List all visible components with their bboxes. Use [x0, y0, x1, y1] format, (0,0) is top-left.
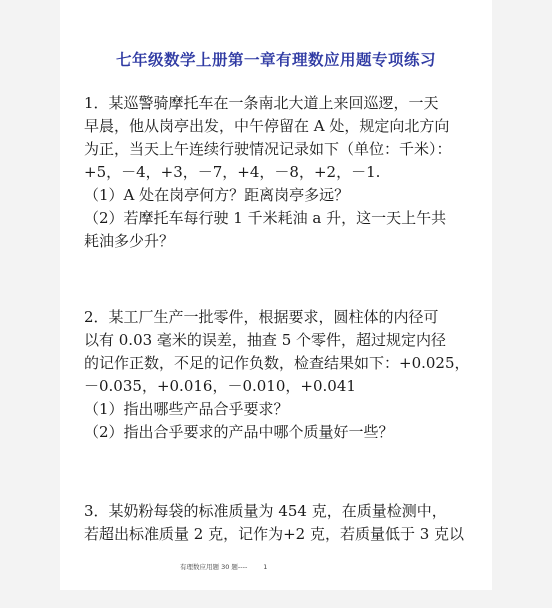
footer-text: 有理数应用题 30 题----: [180, 563, 248, 571]
question-line: 的记作正数，不足的记作负数，检查结果如下：+0.025，: [84, 354, 470, 372]
question-line: +5，－4，+3，－7，+4，－8，+2，－1.: [84, 163, 381, 181]
question-3: [84, 500, 494, 546]
question-line: （2）若摩托车每行驶 1 千米耗油 a 升，这一天上午共: [84, 209, 447, 227]
document-page: [60, 0, 492, 590]
question-1: [84, 92, 494, 253]
question-line: （1）指出哪些产品合乎要求？: [84, 400, 289, 418]
question-line: 1．某巡警骑摩托车在一条南北大道上来回巡逻，一天: [84, 94, 439, 112]
question-2: [84, 306, 494, 444]
page-number: 1: [263, 563, 268, 571]
page-footer: [180, 562, 267, 571]
question-line: 为正，当天上午连续行驶情况记录如下（单位：千米）：: [84, 140, 452, 158]
question-line: 以有 0.03 毫米的误差，抽查 5 个零件，超过规定内径: [84, 331, 447, 349]
question-line: 耗油多少升？: [84, 232, 175, 250]
question-line: 若超出标准质量 2 克，记作为+2 克，若质量低于 3 克以: [84, 525, 465, 543]
page-title: 七年级数学上册第一章有理数应用题专项练习: [115, 50, 436, 69]
question-line: 3．某奶粉每袋的标准质量为 454 克，在质量检测中，: [84, 502, 447, 520]
question-line: （2）指出合乎要求的产品中哪个质量好一些？: [84, 423, 394, 441]
question-line: （1）A 处在岗亭何方？距离岗亭多远？: [84, 186, 350, 204]
question-line: 2．某工厂生产一批零件，根据要求，圆柱体的内径可: [84, 308, 439, 326]
question-line: 早晨，他从岗亭出发，中午停留在 A 处，规定向北方向: [84, 117, 450, 135]
question-line: －0.035，+0.016，－0.010，+0.041: [84, 377, 356, 395]
